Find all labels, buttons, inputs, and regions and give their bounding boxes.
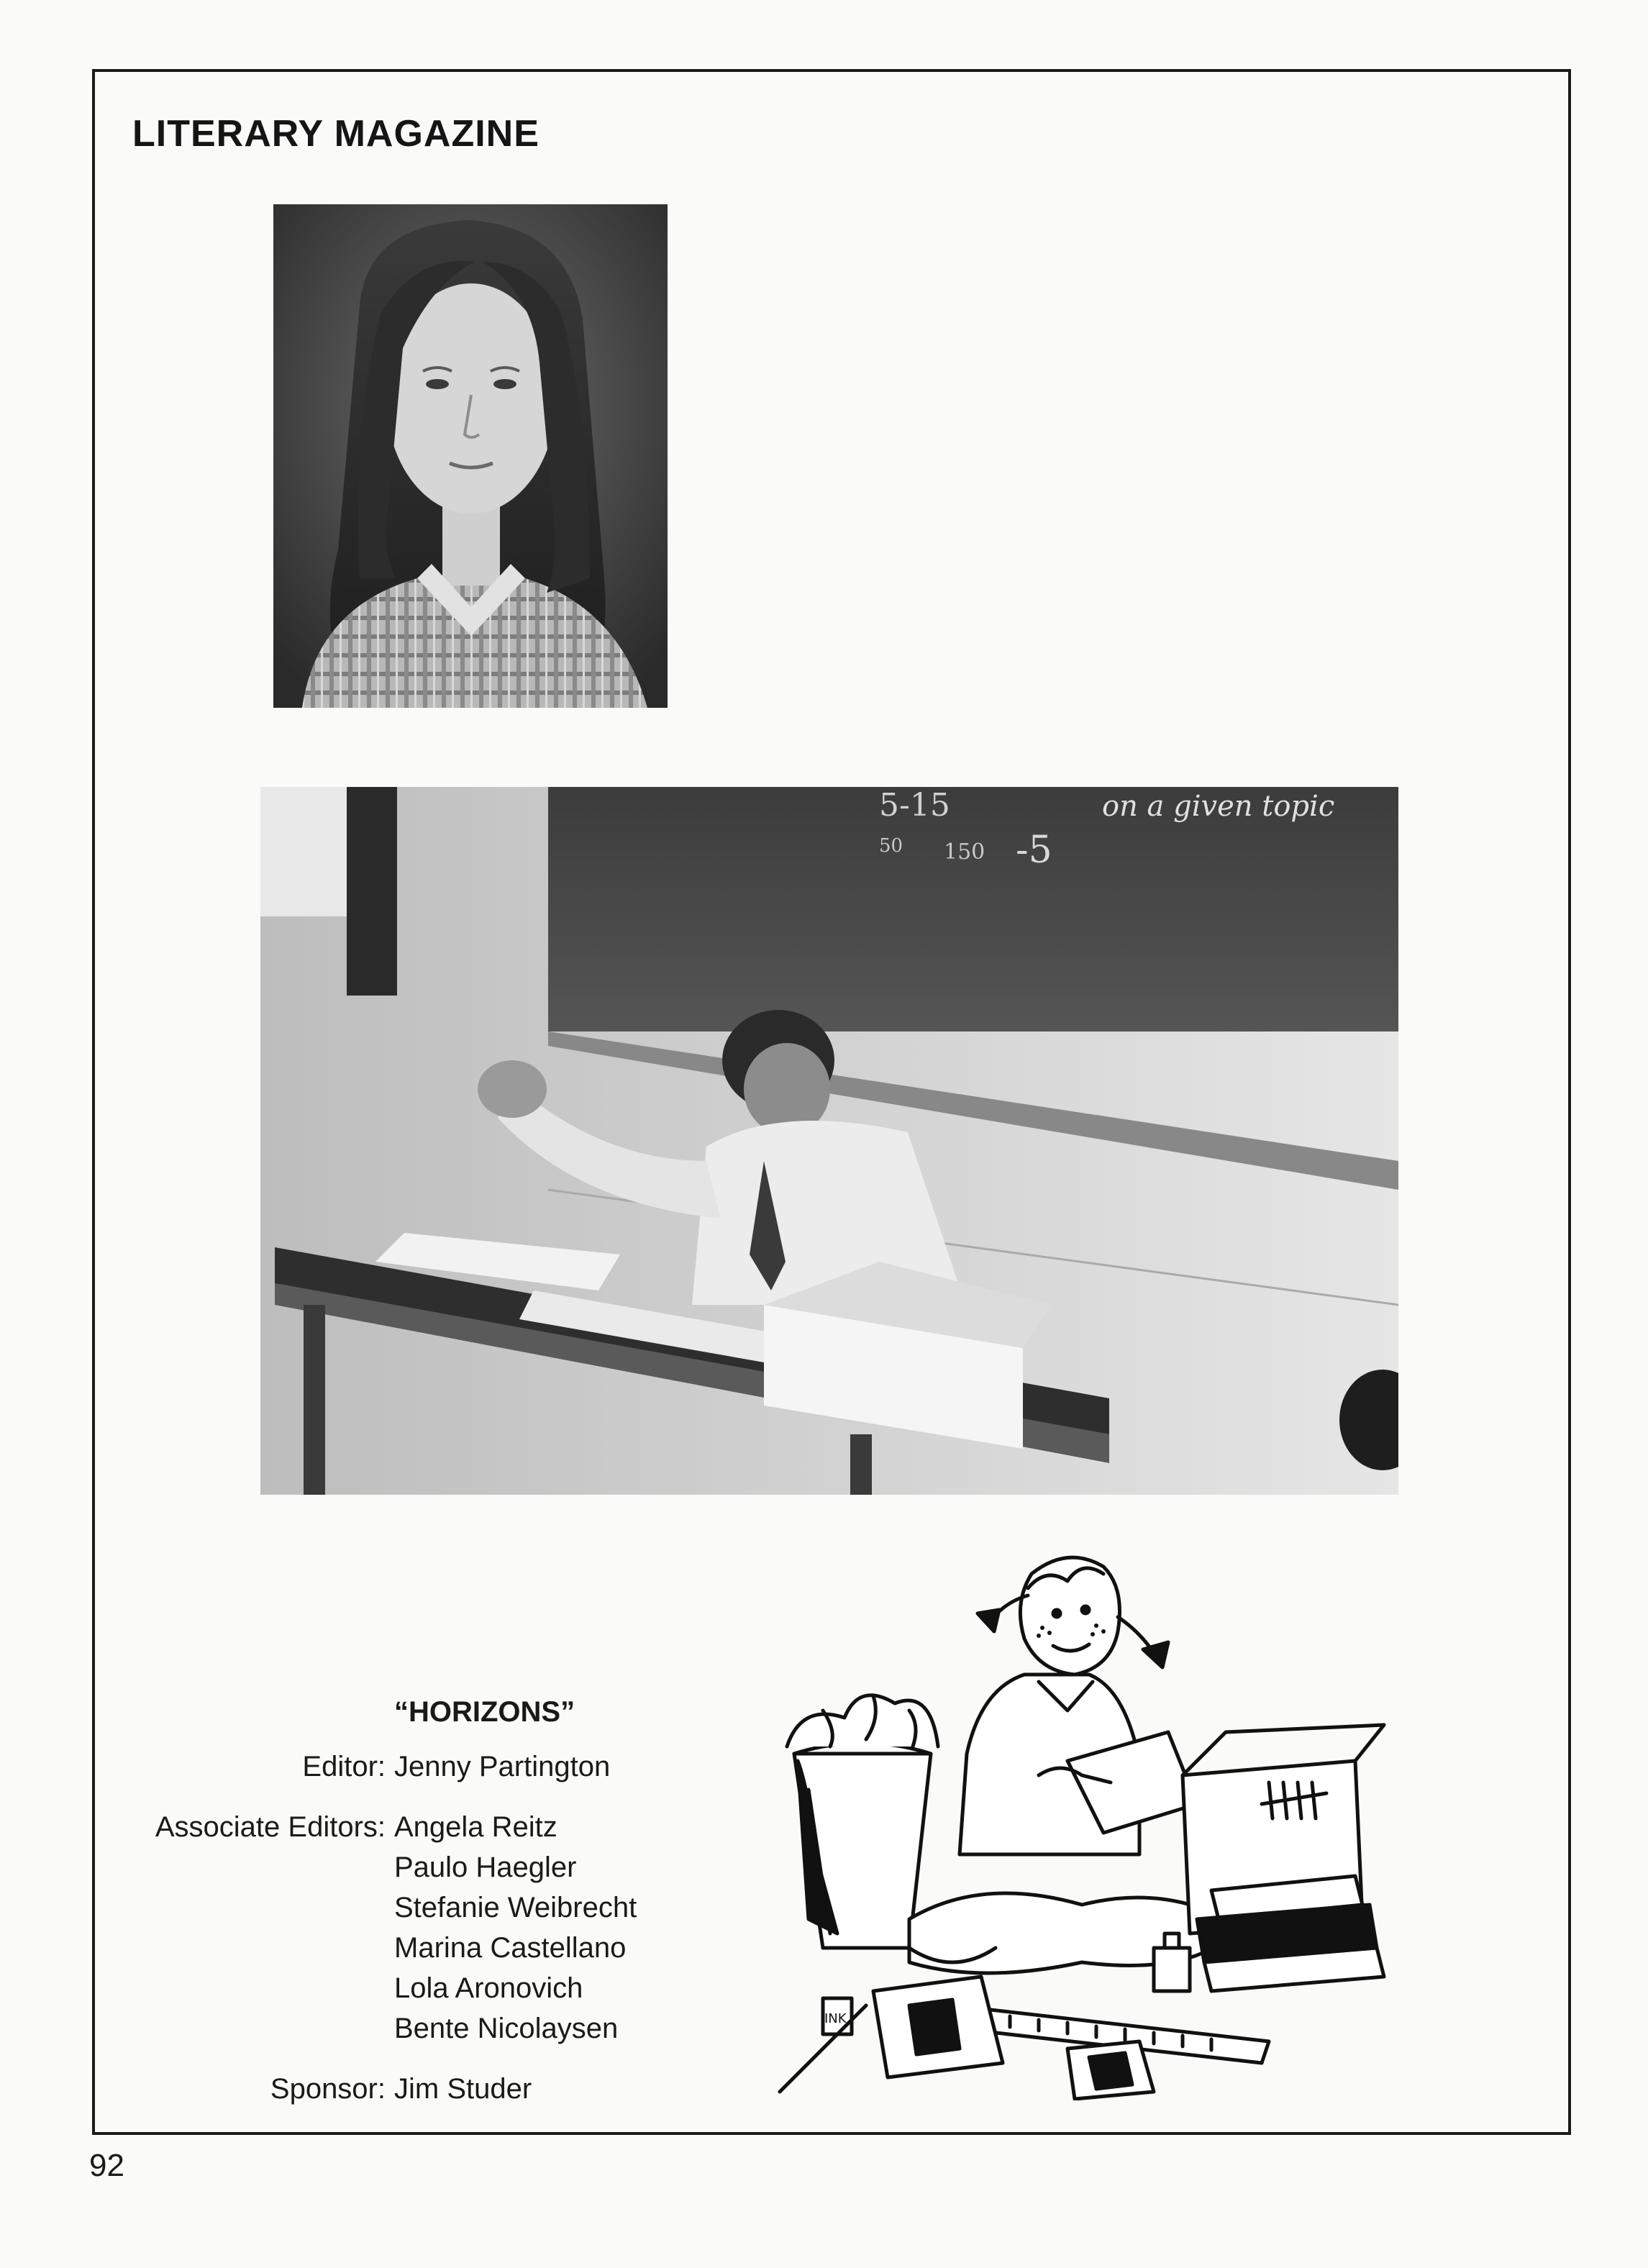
associate-editor-5: Lola Aronovich [394,1972,583,2004]
associate-editor-1: Angela Reitz [394,1811,557,1843]
portrait-photo [273,204,668,708]
associate-editor-6: Bente Nicolaysen [394,2013,619,2044]
ink-label: INK [824,2011,847,2026]
page-number: 92 [89,2148,124,2183]
chalkboard-text-2: 50 [879,835,903,857]
associate-editor-3: Stefanie Weibrecht [394,1892,637,1923]
sponsor-label: Sponsor: [270,2073,386,2105]
chalkboard-text-5: on a given topic [1102,790,1335,823]
editor-name: Jenny Partington [394,1751,611,1782]
associate-editor-4: Marina Castellano [394,1932,627,1964]
chalkboard-text-3: 150 [944,839,985,865]
classroom-photo [260,787,1398,1495]
magazine-name: “HORIZONS” [394,1696,575,1728]
student-writing-illustration [765,1545,1413,2100]
chalkboard-text-1: 5-15 [879,787,950,824]
sponsor-name: Jim Studer [394,2073,532,2105]
associate-editor-2: Paulo Haegler [394,1852,577,1883]
chalkboard-text-4: -5 [1016,829,1052,872]
staff-listing [115,1692,748,2105]
page-title: LITERARY MAGAZINE [132,113,540,155]
editor-label: Editor: [302,1751,386,1782]
associate-editors-label: Associate Editors: [155,1811,386,1843]
